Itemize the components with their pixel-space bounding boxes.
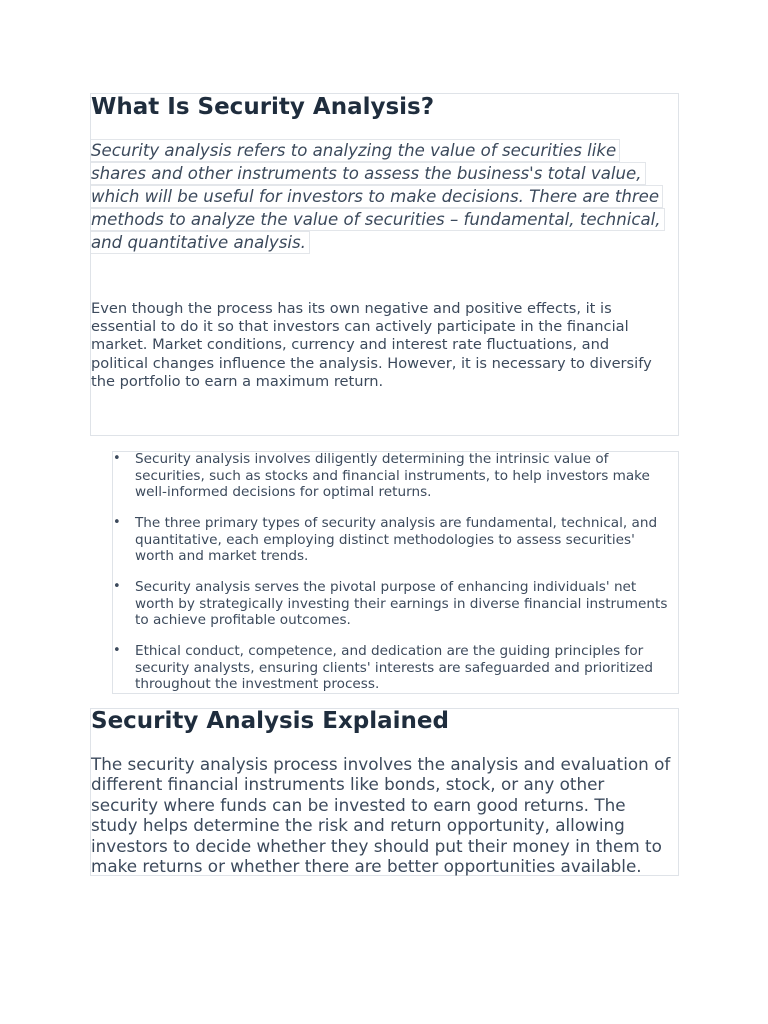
paragraph-line: political changes influence the analysis. However, it is necessary to diversify	[91, 354, 652, 372]
paragraph-line: the portfolio to earn a maximum return.	[91, 372, 384, 390]
page-title: What Is Security Analysis?	[91, 94, 435, 120]
list-item-line: The three primary types of security analysis are fundamental, technical, and	[135, 515, 658, 531]
list-item-line: securities, such as stocks and financial instruments, to help investors make	[135, 467, 650, 484]
paragraph-line: study helps determine the risk and return opportunity, allowing	[91, 815, 625, 836]
list-item-line: Security analysis involves diligently determining the intrinsic value of	[135, 451, 609, 467]
bullet-icon: •	[113, 451, 121, 466]
paragraph-line: essential to do it so that investors can actively participate in the financial	[91, 318, 629, 336]
section-heading: Security Analysis Explained	[91, 708, 449, 734]
intro-line: which will be useful for investors to make decisions. There are three	[91, 185, 663, 208]
paragraph-line: The security analysis process involves the analysis and evaluation of	[91, 754, 671, 774]
paragraph-line: market. Market conditions, currency and interest rate fluctuations, and	[91, 336, 610, 354]
paragraph-line: make returns or whether there are better opportunities available.	[91, 856, 642, 877]
paragraph-line: investors to decide whether they should put their money in them to	[91, 835, 662, 856]
intro-paragraph	[91, 139, 665, 254]
list-item-line: Security analysis serves the pivotal purpose of enhancing individuals' net	[135, 579, 637, 595]
bullet-icon: •	[113, 515, 121, 530]
intro-line: methods to analyze the value of securities – fundamental, technical,	[91, 208, 665, 231]
bullet-icon: •	[113, 579, 121, 594]
intro-line: Security analysis refers to analyzing the value of securities like	[91, 139, 620, 162]
list-item-line: Ethical conduct, competence, and dedication are the guiding principles for	[135, 643, 644, 659]
intro-line: shares and other instruments to assess the business's total value,	[91, 162, 646, 185]
list-item-line: quantitative, each employing distinct methodologies to assess securities'	[135, 531, 635, 548]
paragraph-line: different financial instruments like bonds, stock, or any other	[91, 774, 605, 795]
paragraph-line: Even though the process has its own negative and positive effects, it is	[91, 300, 612, 317]
effects-paragraph	[91, 300, 677, 391]
list-item-line: well-informed decisions for optimal returns.	[135, 484, 432, 501]
list-item-line: throughout the investment process.	[135, 676, 380, 693]
list-item-line: security analysts, ensuring clients' interests are safeguarded and prioritized	[135, 659, 654, 676]
list-item-line: worth and market trends.	[135, 548, 309, 565]
list-item-line: to achieve profitable outcomes.	[135, 612, 351, 629]
intro-line: and quantitative analysis.	[91, 231, 310, 254]
bullet-icon: •	[113, 643, 121, 658]
explained-paragraph	[91, 754, 670, 876]
list-item-line: worth by strategically investing their earnings in diverse financial instruments	[135, 595, 668, 612]
paragraph-line: security where funds can be invested to earn good returns. The	[91, 794, 626, 815]
